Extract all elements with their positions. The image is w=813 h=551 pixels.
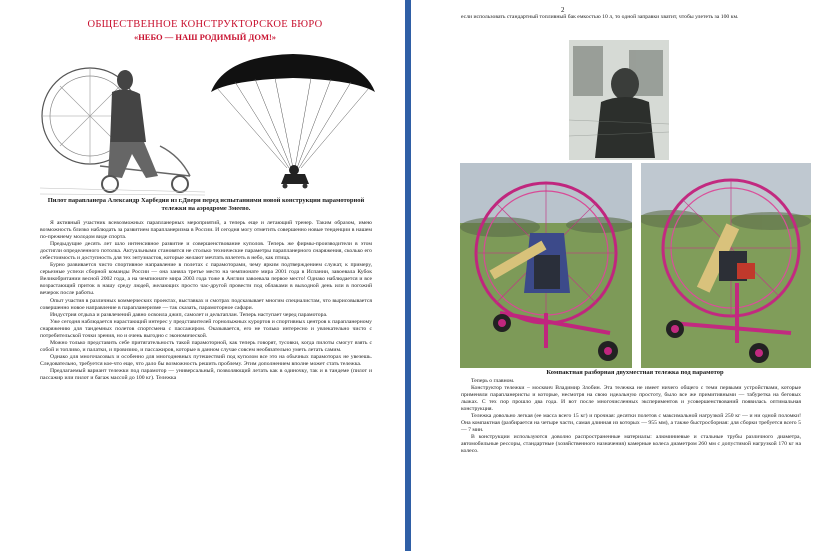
photo-trike-side-view: [641, 163, 811, 368]
photo-caption: Пилот парапланера Александр Харбедия из г.Двери перед испытаниями новой конструкции парамоторной тележки на аэродроме Змеево.: [47, 197, 365, 212]
paragraph: Бурно развивается чисто спортивное направление в полетах с парамоторами, чему ярким подтверждением служат, к примеру, серьезные успехи сборной команды России — она заняла третье место на чемпионате мира 2001 года в Испании, завоевала Кубок Великобритании весной 2002 года, а на чемпионате мира 2003 года тоже в Англии завоевала первое место! Однако наблюдается и все возрастающий приток в нашу среду людей, желающих просто час-другой провести под облаками в выходной день или в погожий вечерок после работы.: [40, 262, 372, 297]
document-page-2: [411, 0, 813, 551]
paragraph: Уже сегодня наблюдается нарастающий интерес у представителей горнолыжных курортов и спортивных центров к парапланерному снаряжению для тандемных полетов спортсмена с пассажиром. Оказывается, его не только интересно и увлекательно чисто с потребительской точки зрения, но и очень выгодно с экономической.: [40, 318, 372, 339]
paragraph: Тележка довольно легкая (ее масса всего 15 кг) и прочная: десятки полетов с максимальной нагрузкой 250 кг — и ни одной поломки! Она компактная (разбирается на четыре части, самая длинная из которых — 955 мм), а также быстросборная: для сборки требуется всего 5 — 7 мин.: [461, 413, 801, 434]
page-number: 2: [561, 6, 565, 14]
paragraph: В конструкции используются доволно распространенные материалы: алюминиевые и стальные трубы различного диаметра, автомобильные рессоры, стандартные (хозяйственного назначения) камерные колеса диаметром 260 мм с допустимой нагрузкой 170 кг на колесо.: [461, 434, 801, 455]
article-title: ОБЩЕСТВЕННОЕ КОНСТРУКТОРСКОЕ БЮРО: [87, 19, 323, 30]
article-body-page-2: [461, 378, 801, 456]
document-page-1: [0, 0, 405, 551]
photo-trike-front-view: [460, 163, 632, 368]
photo-paraglider-in-flight: [205, 50, 380, 190]
photo-grayscale-portrait: [569, 40, 669, 160]
article-subtitle: «НЕБО — НАШ РОДИМЫЙ ДОМ!»: [133, 32, 277, 42]
paragraph: Индустрия отдыха и развлечений давно освоила джип, самолет и дельтаплан. Теперь наступает черед парамотора.: [50, 311, 328, 318]
photo-caption: Компактная разборная двухместная тележка под парамотор: [546, 369, 724, 376]
paragraph: Можно только представить себе притягательность такой парамоторной, как теперь говорят, тусовки, когда пилоты смогут взять с собой и топливо, и палатки, и провизию, и пассажиров, которые в данном случае совсем необязательно уметь летать самим.: [40, 339, 372, 353]
photo-pilot-with-trike: [40, 46, 205, 196]
article-body-page-1: [40, 220, 372, 382]
paragraph: Однако для многочасовых и особенно для многодневных путешествий под куполом все это на обычных парамоторах не увезешь. Следовательно, требуется кое-что еще, что дало бы возможность решить проблему. Этим дополнением вполне может стать тележка.: [40, 353, 372, 367]
continued-text: если использовать стандартный топливный бак емкостью 10 л, то одной заправки хватит, чтобы улететь за 100 км.: [461, 14, 739, 20]
paragraph: Предлагаемый вариант тележки под парамотор — универсальный, позволяющий летать как в одиночку, так и в тандеме (пилот и пассажир или пилот и багаж массой до 100 кг). Тележка: [40, 367, 372, 382]
paragraph: Предыдущие десять лет шло интенсивное развитие и совершенствование куполов. Теперь же фирмы-производители в этом достигли определенного потолка. Актуальными становятся не столько технические параметры парапланерного снаряжения, сколько его себестоимость и доступность для тех энтузиастов, которые желают мечтать взлететь в небо, как птица.: [40, 241, 372, 262]
paragraph: Теперь о главном.: [471, 378, 515, 384]
paragraph: Опыт участия в различных коммерческих проектах, выставках и смотрах подсказывает многим специалистам, что вырисовывается совершенно новое направление в парапланеризме — так сказать, парамоторное сафари.: [40, 297, 372, 311]
paragraph: Конструктор тележки – москвич Владимир Злобин. Эта тележка не имеет ничего общего с теми первыми устройствами, которые применяли парапланеристы и которые, несмотря на свою идеальную простоту, было все же примитивными — табуретка на беговых лыжах. С тех пор прошло два года. И вот после многочисленных экспериментов и усовершенствований появилась оптимальная конструкция.: [461, 385, 801, 413]
paragraph: Я активный участник всевозможных парапланерных мероприятий, а теперь еще и летающий тренер. Таким образом, имею возможность близко наблюдать за развитием парапланеризма в России. И сегодня могу отметить совершенно новые тенденции в нашем по-прежнему молодом виде спорта.: [40, 220, 372, 241]
